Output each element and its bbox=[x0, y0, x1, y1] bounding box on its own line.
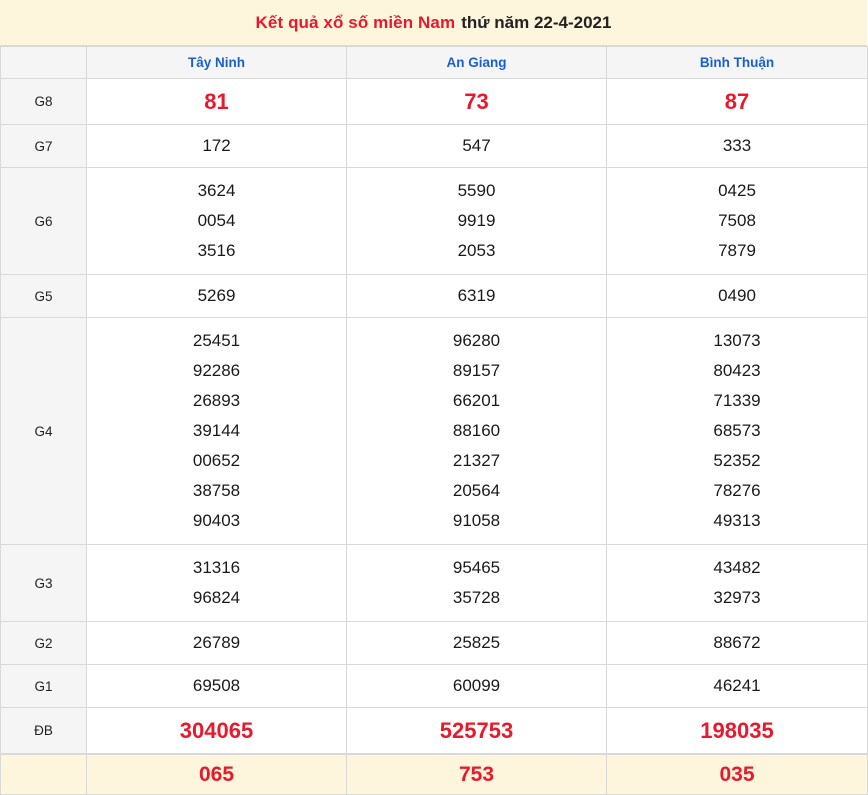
number: 25451 bbox=[192, 331, 241, 350]
prize-cell-g2-binh-thuan: 88672 bbox=[607, 622, 868, 665]
prize-cell-db-binh-thuan: 198035 bbox=[607, 708, 868, 754]
prize-cell-g2-an-giang: 25825 bbox=[347, 622, 607, 665]
number: 7508 bbox=[718, 211, 756, 230]
province-header-1 bbox=[87, 47, 347, 79]
number: 90403 bbox=[192, 511, 241, 530]
number: 89157 bbox=[452, 361, 501, 380]
footer-label bbox=[1, 755, 87, 795]
prize-cell-g6-tay-ninh bbox=[87, 168, 347, 275]
prize-label-g8: G8 bbox=[1, 79, 87, 125]
table-row bbox=[1, 545, 868, 622]
prize-cell-g6-binh-thuan bbox=[607, 168, 868, 275]
table-row bbox=[1, 708, 868, 754]
province-link-tay-ninh[interactable]: Tây Ninh bbox=[187, 54, 245, 70]
page-header bbox=[0, 0, 867, 46]
table-row bbox=[1, 168, 868, 275]
number: 35728 bbox=[452, 588, 501, 607]
number: 13073 bbox=[713, 331, 761, 350]
number: 96280 bbox=[452, 331, 501, 350]
number: 0425 bbox=[718, 181, 756, 200]
number: 68573 bbox=[713, 421, 761, 440]
footer-partial-row bbox=[0, 754, 867, 786]
prize-label-g4: G4 bbox=[1, 318, 87, 545]
table-row bbox=[1, 665, 868, 708]
prize-label-db: ĐB bbox=[1, 708, 87, 754]
prize-cell-g4-binh-thuan bbox=[607, 318, 868, 545]
province-header-2 bbox=[347, 47, 607, 79]
prize-cell-g7-an-giang: 547 bbox=[347, 125, 607, 168]
prize-cell-g3-binh-thuan bbox=[607, 545, 868, 622]
prize-cell-g1-an-giang: 60099 bbox=[347, 665, 607, 708]
table-row bbox=[1, 318, 868, 545]
corner-header bbox=[1, 47, 87, 79]
table-row bbox=[1, 755, 868, 795]
prize-label-g1: G1 bbox=[1, 665, 87, 708]
table-body bbox=[1, 79, 868, 754]
prize-cell-g5-tay-ninh: 5269 bbox=[87, 275, 347, 318]
number: 5590 bbox=[457, 181, 496, 200]
prize-cell-db-tay-ninh: 304065 bbox=[87, 708, 347, 754]
prize-label-g7: G7 bbox=[1, 125, 87, 168]
number: 91058 bbox=[452, 511, 501, 530]
number: 31316 bbox=[192, 558, 241, 577]
number: 39144 bbox=[192, 421, 241, 440]
prize-label-g5: G5 bbox=[1, 275, 87, 318]
number: 49313 bbox=[713, 511, 761, 530]
number: 0054 bbox=[197, 211, 236, 230]
province-header-3 bbox=[607, 47, 868, 79]
prize-cell-g5-binh-thuan: 0490 bbox=[607, 275, 868, 318]
prize-cell-g3-an-giang bbox=[347, 545, 607, 622]
prize-cell-g5-an-giang: 6319 bbox=[347, 275, 607, 318]
prize-label-g6: G6 bbox=[1, 168, 87, 275]
province-link-binh-thuan[interactable]: Bình Thuận bbox=[699, 54, 775, 70]
prize-cell-g8-binh-thuan: 87 bbox=[607, 79, 868, 125]
prize-cell-g4-an-giang bbox=[347, 318, 607, 545]
page-title: Kết quả xổ số miền Nam bbox=[255, 12, 456, 32]
table-header-row bbox=[1, 47, 868, 79]
number: 96824 bbox=[192, 588, 241, 607]
table-row bbox=[1, 275, 868, 318]
number: 38758 bbox=[192, 481, 241, 500]
prize-cell-g2-tay-ninh: 26789 bbox=[87, 622, 347, 665]
table-row bbox=[1, 125, 868, 168]
footer-cell-tay-ninh: 065 bbox=[87, 755, 347, 795]
number: 00652 bbox=[192, 451, 241, 470]
number: 52352 bbox=[713, 451, 761, 470]
prize-cell-g7-binh-thuan: 333 bbox=[607, 125, 868, 168]
prize-cell-g8-tay-ninh: 81 bbox=[87, 79, 347, 125]
prize-cell-g4-tay-ninh bbox=[87, 318, 347, 545]
number: 3624 bbox=[197, 181, 236, 200]
number: 95465 bbox=[452, 558, 501, 577]
number: 78276 bbox=[713, 481, 761, 500]
prize-cell-g1-binh-thuan: 46241 bbox=[607, 665, 868, 708]
footer-cell-binh-thuan: 035 bbox=[607, 755, 868, 795]
number: 80423 bbox=[713, 361, 761, 380]
number: 43482 bbox=[713, 558, 761, 577]
prize-cell-g3-tay-ninh bbox=[87, 545, 347, 622]
prize-cell-g8-an-giang: 73 bbox=[347, 79, 607, 125]
province-link-an-giang[interactable]: An Giang bbox=[446, 54, 507, 70]
prize-label-g2: G2 bbox=[1, 622, 87, 665]
results-table bbox=[0, 46, 868, 754]
prize-cell-db-an-giang: 525753 bbox=[347, 708, 607, 754]
number: 7879 bbox=[718, 241, 756, 260]
result-date: thứ năm 22-4-2021 bbox=[461, 12, 612, 32]
number: 88160 bbox=[452, 421, 501, 440]
prize-label-g3: G3 bbox=[1, 545, 87, 622]
number: 92286 bbox=[192, 361, 241, 380]
footer-cell-an-giang: 753 bbox=[347, 755, 607, 795]
number: 9919 bbox=[457, 211, 496, 230]
number: 66201 bbox=[452, 391, 501, 410]
prize-cell-g1-tay-ninh: 69508 bbox=[87, 665, 347, 708]
number: 32973 bbox=[713, 588, 761, 607]
table-row bbox=[1, 622, 868, 665]
prize-cell-g6-an-giang bbox=[347, 168, 607, 275]
number: 21327 bbox=[452, 451, 501, 470]
number: 2053 bbox=[457, 241, 496, 260]
table-row bbox=[1, 79, 868, 125]
number: 20564 bbox=[452, 481, 501, 500]
number: 26893 bbox=[192, 391, 241, 410]
table-head bbox=[1, 47, 868, 79]
prize-cell-g7-tay-ninh: 172 bbox=[87, 125, 347, 168]
number: 71339 bbox=[713, 391, 761, 410]
number: 3516 bbox=[197, 241, 236, 260]
